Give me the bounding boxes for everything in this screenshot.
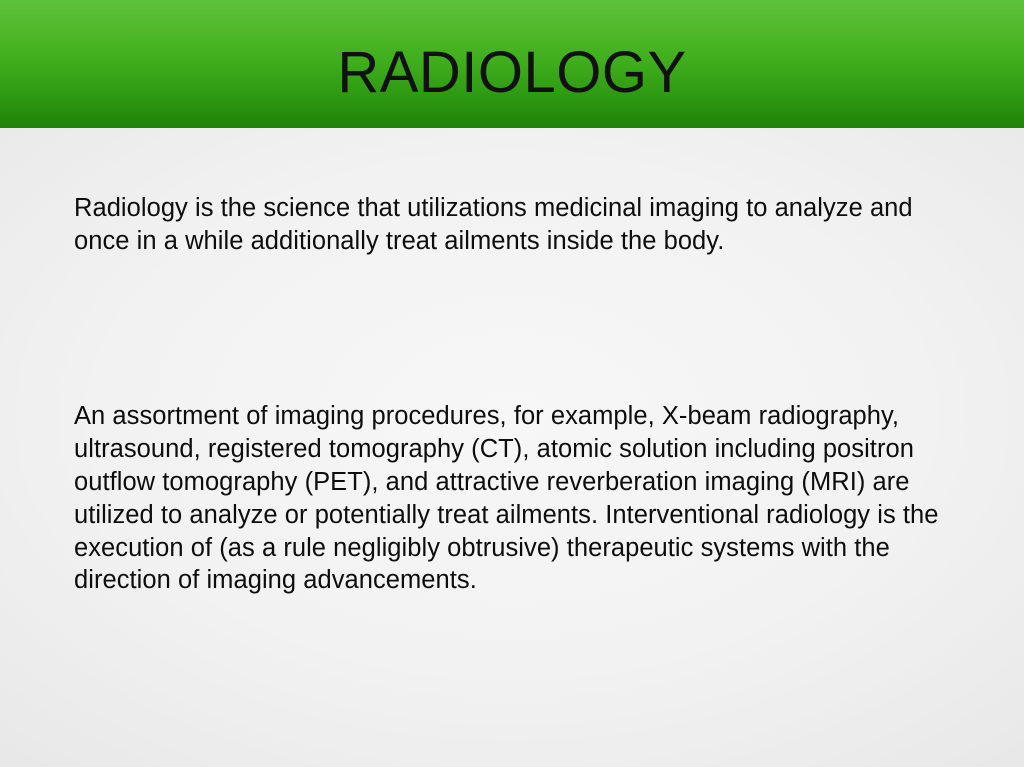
body-paragraph-2: An assortment of imaging procedures, for example, X-beam radiography, ultrasound, registered tomography (CT), atomic solution including positron outflow tomography (PET), and attractive reverberation imaging (MRI) are utilized to analyze or potentially treat ailments. Interventional radiology is the execution of (as a rule negligibly obtrusive) therapeutic systems with the direction of imaging advancements.: [74, 402, 939, 595]
slide-title-band: [0, 0, 1024, 128]
page-title: RADIOLOGY: [337, 40, 687, 105]
body-paragraph-1: Radiology is the science that utilizations medicinal imaging to analyze and once in a while additionally treat ailments inside the body.: [74, 194, 913, 255]
slide-body: [0, 128, 1024, 767]
